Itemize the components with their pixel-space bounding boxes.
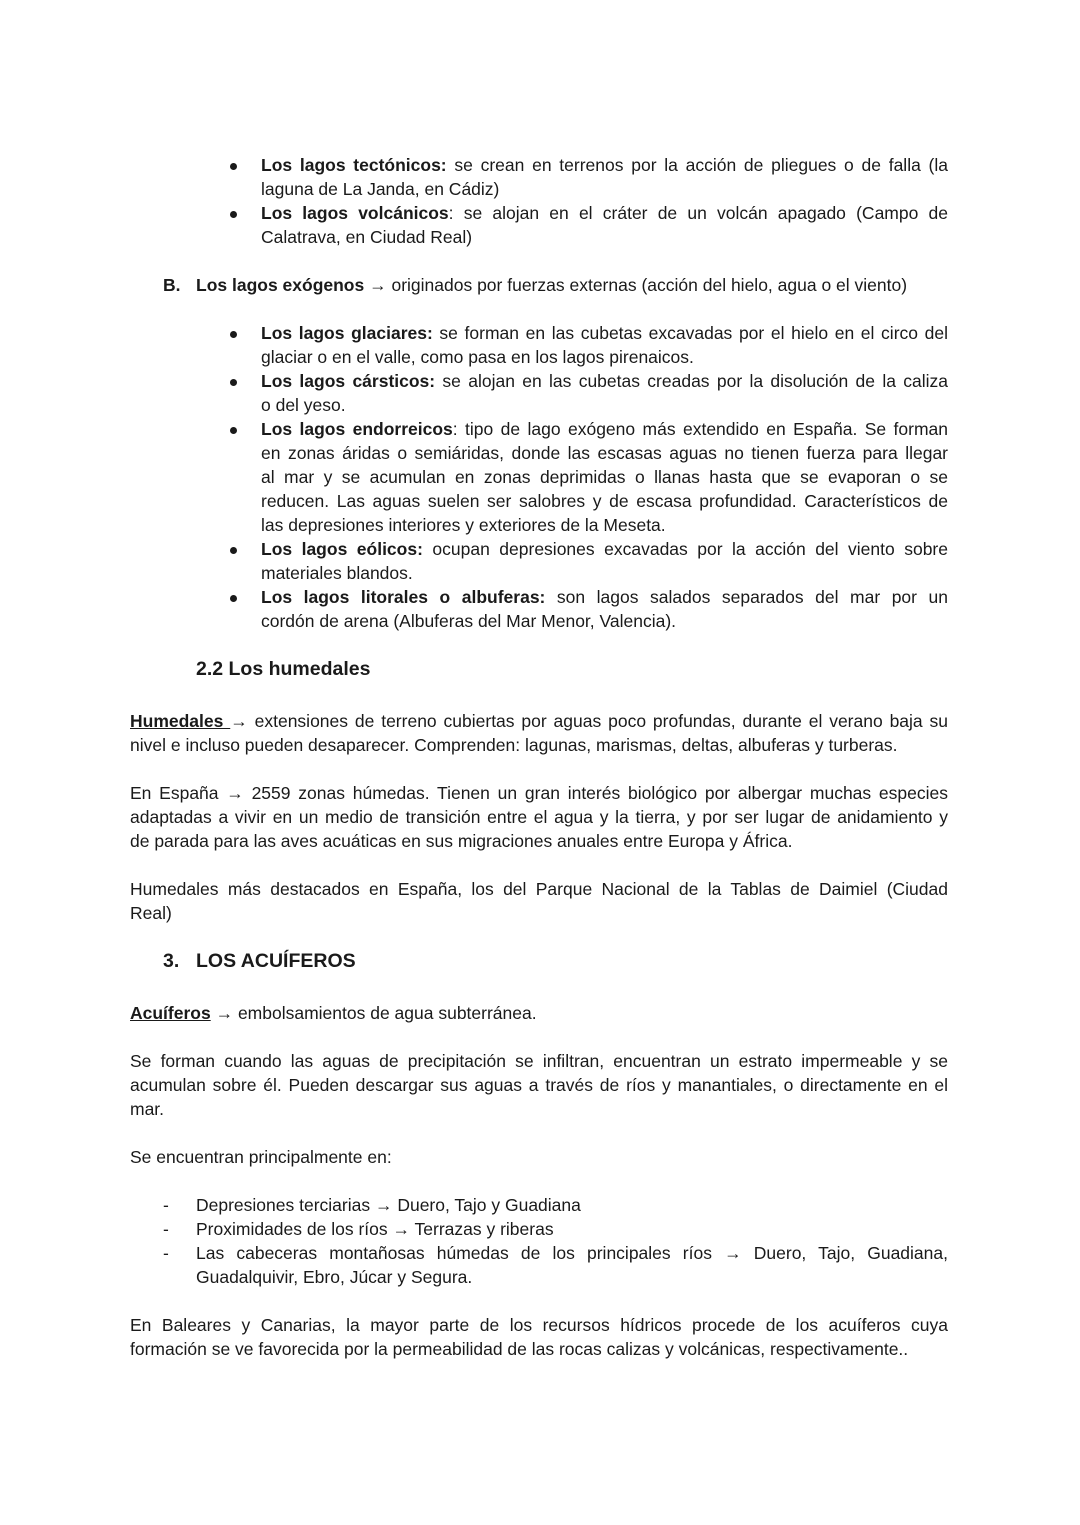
section-heading-humedales: 2.2 Los humedales bbox=[196, 658, 371, 680]
humedales-definition-cont: nivel e incluso pueden desaparecer. Comprenden: lagunas, marismas, deltas, albuferas y turberas. bbox=[130, 735, 898, 755]
list-item-eolicos: Los lagos eólicos: ocupan depresiones excavadas por la acción del viento sobre bbox=[261, 539, 948, 559]
section-b-heading: Los lagos exógenos → originados por fuerzas externas (acción del hielo, agua o el viento) bbox=[196, 275, 908, 295]
humedales-spain-paragraph-cont: de parada para las aves acuáticas en sus migraciones anuales entre Europa y África. bbox=[130, 831, 793, 851]
humedales-spain-paragraph-cont: adaptadas a vivir en un medio de transición entre el agua y la tierra, y por ser lugar de anidamiento y bbox=[130, 807, 948, 827]
bullet-icon bbox=[226, 417, 240, 441]
acuiferos-found-intro: Se encuentran principalmente en: bbox=[130, 1147, 392, 1167]
bullet-icon bbox=[226, 585, 240, 609]
list-item-cabeceras: Las cabeceras montañosas húmedas de los principales ríos → Duero, Tajo, Guadiana, bbox=[196, 1243, 948, 1263]
list-item-endorreicos-cont: reducen. Las aguas suelen ser salobres y de escasa profundidad. Característicos de bbox=[261, 491, 948, 511]
list-item-tectonic: Los lagos tectónicos: se crean en terrenos por la acción de pliegues o de falla (la bbox=[261, 155, 948, 175]
bullet-icon bbox=[226, 537, 240, 561]
acuiferos-formation-paragraph-cont: acumulan sobre él. Pueden descargar sus aguas a través de ríos y manantiales, o directamente en el bbox=[130, 1075, 948, 1095]
list-item-carsticos-cont: o del yeso. bbox=[261, 395, 346, 415]
acuiferos-formation-paragraph: Se forman cuando las aguas de precipitación se infiltran, encuentran un estrato impermeable y se bbox=[130, 1051, 948, 1071]
section-number: 3. bbox=[163, 950, 180, 972]
bullet-icon bbox=[226, 201, 240, 225]
list-item-glaciares: Los lagos glaciares: se forman en las cubetas excavadas por el hielo en el circo del bbox=[261, 323, 948, 343]
list-item-tectonic-cont: laguna de La Janda, en Cádiz) bbox=[261, 179, 500, 199]
section-heading-acuiferos: LOS ACUÍFEROS bbox=[196, 950, 356, 972]
humedales-notable-paragraph: Humedales más destacados en España, los del Parque Nacional de la Tablas de Daimiel (Ciudad bbox=[130, 879, 948, 899]
list-item-proximidades: Proximidades de los ríos → Terrazas y riberas bbox=[196, 1219, 554, 1239]
list-item-glaciares-cont: glaciar o en el valle, como pasa en los lagos pirenaicos. bbox=[261, 347, 694, 367]
list-item-carsticos: Los lagos cársticos: se alojan en las cubetas creadas por la disolución de la caliza bbox=[261, 371, 948, 391]
humedales-definition: Humedales → extensiones de terreno cubiertas por aguas poco profundas, durante el verano baja su bbox=[130, 711, 949, 731]
section-b-marker: B. bbox=[163, 275, 181, 295]
list-item-litorales-cont: cordón de arena (Albuferas del Mar Menor, Valencia). bbox=[261, 611, 677, 631]
list-item-volcanic-cont: Calatrava, en Ciudad Real) bbox=[261, 227, 473, 247]
acuiferos-formation-paragraph-cont: mar. bbox=[130, 1099, 165, 1119]
list-item-depresiones: Depresiones terciarias → Duero, Tajo y Guadiana bbox=[196, 1195, 581, 1215]
bullet-icon bbox=[226, 369, 240, 393]
acuiferos-islands-paragraph: En Baleares y Canarias, la mayor parte de los recursos hídricos procede de los acuíferos cuya bbox=[130, 1315, 948, 1335]
bullet-icon bbox=[226, 153, 240, 177]
list-item-endorreicos-cont: en zonas áridas o semiáridas, donde las escasas aguas no tienen fuerza para llegar bbox=[261, 443, 948, 463]
dash-bullet-icon: - bbox=[163, 1195, 169, 1215]
humedales-notable-paragraph-cont: Real) bbox=[130, 903, 172, 923]
list-item-volcanic: Los lagos volcánicos: se alojan en el cráter de un volcán apagado (Campo de bbox=[261, 203, 948, 223]
dash-bullet-icon: - bbox=[163, 1219, 169, 1239]
list-item-litorales: Los lagos litorales o albuferas: son lagos salados separados del mar por un bbox=[261, 587, 948, 607]
list-item-cabeceras-cont: Guadalquivir, Ebro, Júcar y Segura. bbox=[196, 1267, 473, 1287]
acuiferos-islands-paragraph-cont: formación se ve favorecida por la permeabilidad de las rocas calizas y volcánicas, respectivamente.. bbox=[130, 1339, 909, 1359]
dash-bullet-icon: - bbox=[163, 1243, 169, 1263]
humedales-spain-paragraph: En España → 2559 zonas húmedas. Tienen un gran interés biológico por albergar muchas especies bbox=[130, 783, 948, 803]
acuiferos-definition: Acuíferos → embolsamientos de agua subterránea. bbox=[130, 1003, 537, 1023]
bullet-icon bbox=[226, 321, 240, 345]
list-item-endorreicos-cont: las depresiones interiores y exteriores de la Meseta. bbox=[261, 515, 666, 535]
list-item-endorreicos: Los lagos endorreicos: tipo de lago exógeno más extendido en España. Se forman bbox=[261, 419, 948, 439]
list-item-eolicos-cont: materiales blandos. bbox=[261, 563, 413, 583]
list-item-endorreicos-cont: al mar y se acumulan en zonas deprimidas o llanas hasta que se evaporan o se bbox=[261, 467, 948, 487]
